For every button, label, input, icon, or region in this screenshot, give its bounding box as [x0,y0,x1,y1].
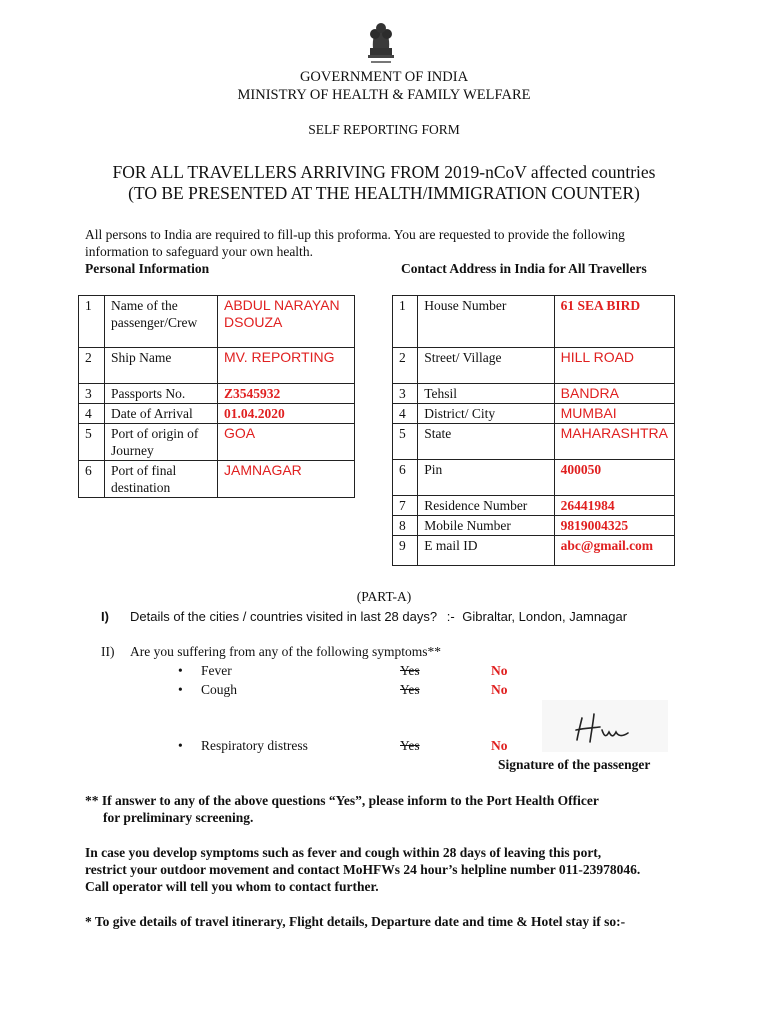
symptom-cough-no: No [491,682,508,697]
row-number: 5 [393,424,418,460]
question-1-separator: :- [446,609,455,624]
part-a-title: (PART-A) [356,589,412,604]
row-number: 6 [79,461,105,498]
row-number: 4 [79,404,105,424]
field-label: Street/ Village [418,348,554,384]
question-1-answer: Gibraltar, London, Jamnagar [462,609,628,624]
row-number: 4 [393,404,418,424]
signature-image [542,700,668,752]
question-1 [130,609,627,624]
field-value: MAHARASHTRA [554,424,674,460]
row-number: 1 [393,296,418,348]
table-row [393,536,675,566]
govt-title: GOVERNMENT OF INDIA [299,69,469,85]
question-1-number: I) [101,609,109,624]
field-label: House Number [418,296,554,348]
note-1-line-2: for preliminary screening. [103,810,254,825]
personal-info-heading: Personal Information [85,261,210,276]
symptom-fever-no: No [491,663,508,678]
note-1-line-1: ** If answer to any of the above questions “Yes”, please inform to the Port Health Officer [85,793,599,808]
contact-address-table [392,295,675,566]
field-label: Mobile Number [418,516,554,536]
row-number: 7 [393,496,418,516]
signature-label: Signature of the passenger [498,757,651,772]
field-value: Z3545932 [218,384,355,404]
field-value: 400050 [554,460,674,496]
note-2-line-1: In case you develop symptoms such as fever and cough within 28 days of leaving this port, [85,845,602,860]
table-row [79,404,355,424]
field-label: Residence Number [418,496,554,516]
table-row [393,404,675,424]
row-number: 8 [393,516,418,536]
field-label: District/ City [418,404,554,424]
note-3: * To give details of travel itinerary, Flight details, Departure date and time & Hotel stay if so:- [85,914,626,929]
table-row [79,296,355,348]
field-value: ABDUL NARAYAN DSOUZA [218,296,355,348]
form-title: SELF REPORTING FORM [308,122,460,137]
table-row [393,348,675,384]
field-label: Date of Arrival [105,404,218,424]
row-number: 6 [393,460,418,496]
row-number: 3 [393,384,418,404]
field-label: Pin [418,460,554,496]
ministry-title: MINISTRY OF HEALTH & FAMILY WELFARE [237,87,531,103]
table-row [393,460,675,496]
table-row [79,384,355,404]
field-value: MV. REPORTING [218,348,355,384]
symptom-fever-yes: Yes [400,663,420,678]
field-value: MUMBAI [554,404,674,424]
personal-info-table [78,295,355,498]
question-1-text: Details of the cities / countries visited in last 28 days? [130,609,438,624]
note-2-line-2: restrict your outdoor movement and contact MoHFWs 24 hour’s helpline number 011-23978046. [85,862,641,877]
bullet: • [178,738,183,753]
symptom-cough-yes: Yes [400,682,420,697]
question-2-text: Are you suffering from any of the following symptoms** [130,644,441,659]
field-label: Passports No. [105,384,218,404]
field-value: BANDRA [554,384,674,404]
bullet: • [178,682,183,697]
table-row [393,424,675,460]
table-row [79,348,355,384]
table-row [393,496,675,516]
field-label: State [418,424,554,460]
row-number: 2 [393,348,418,384]
field-value: HILL ROAD [554,348,674,384]
field-value: GOA [218,424,355,461]
field-label: Port of origin of Journey [105,424,218,461]
note-2-line-3: Call operator will tell you whom to contact further. [85,879,379,894]
table-row [393,384,675,404]
field-label: E mail ID [418,536,554,566]
field-value: JAMNAGAR [218,461,355,498]
field-label: Port of final destination [105,461,218,498]
signature-mark [542,700,668,752]
symptom-respiratory-yes: Yes [400,738,420,753]
table-row [79,424,355,461]
field-label: Tehsil [418,384,554,404]
field-label: Ship Name [105,348,218,384]
intro-paragraph: All persons to India are required to fill-up this proforma. You are requested to provide the following information to safeguard your own health. [85,227,625,259]
row-number: 9 [393,536,418,566]
field-value: abc@gmail.com [554,536,674,566]
field-label: Name of the passenger/Crew [105,296,218,348]
heading-line-2: (TO BE PRESENTED AT THE HEALTH/IMMIGRATION COUNTER) [128,183,640,203]
contact-address-heading: Contact Address in India for All Travellers [401,261,647,276]
symptom-respiratory-no: No [491,738,508,753]
field-value: 61 SEA BIRD [554,296,674,348]
symptom-cough: Cough [201,682,238,697]
row-number: 5 [79,424,105,461]
row-number: 3 [79,384,105,404]
heading-line-1: FOR ALL TRAVELLERS ARRIVING FROM 2019-nCoV affected countries [112,162,656,182]
symptom-fever: Fever [201,663,232,678]
table-row [393,516,675,536]
table-row [79,461,355,498]
question-2-number: II) [101,644,115,659]
field-value: 26441984 [554,496,674,516]
symptom-respiratory-distress: Respiratory distress [201,738,308,753]
table-row [393,296,675,348]
row-number: 2 [79,348,105,384]
field-value: 9819004325 [554,516,674,536]
ashoka-emblem-icon [361,14,401,66]
field-value: 01.04.2020 [218,404,355,424]
row-number: 1 [79,296,105,348]
bullet: • [178,663,183,678]
